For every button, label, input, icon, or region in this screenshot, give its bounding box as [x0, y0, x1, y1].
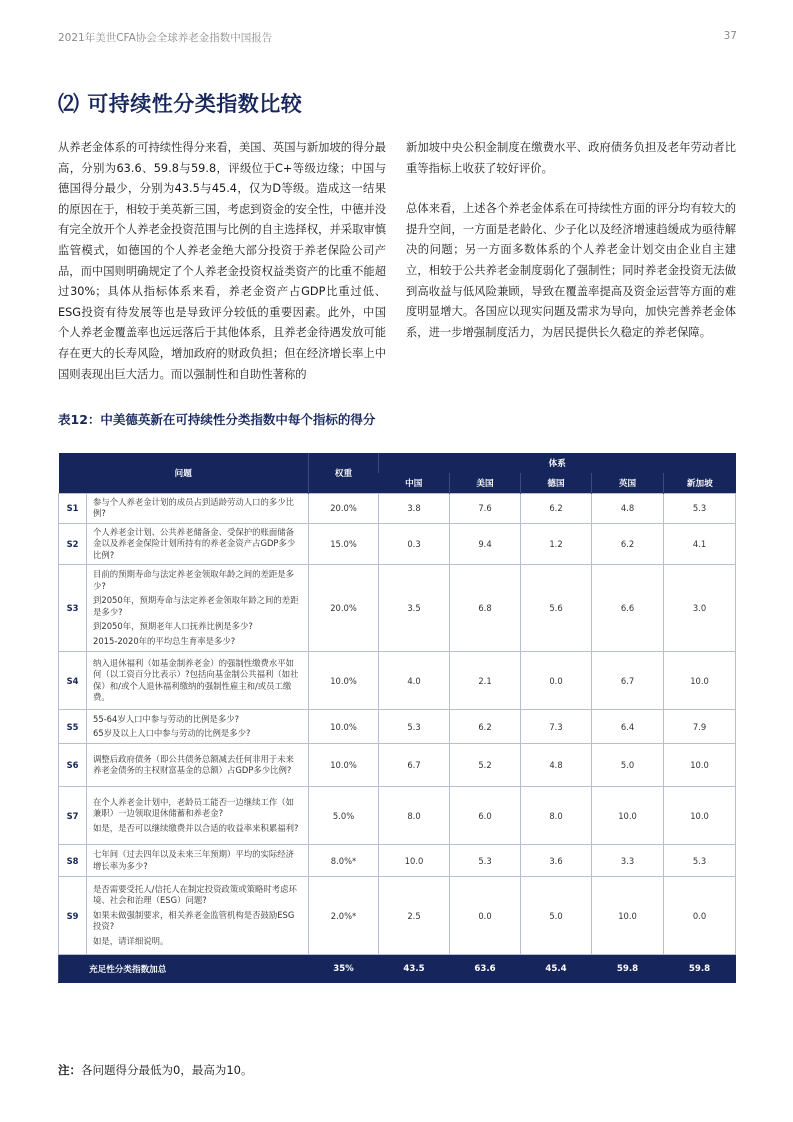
- row-question: [87, 710, 309, 744]
- question-line: 如是，请详细说明。: [93, 935, 169, 946]
- row-weight: 5.0%: [309, 787, 379, 845]
- score-cell: 6.2: [521, 493, 592, 523]
- score-cell: 4.8: [592, 493, 664, 523]
- score-cell: 7.9: [664, 710, 736, 744]
- row-question: [87, 787, 309, 845]
- row-code: S2: [59, 523, 87, 565]
- total-score: 63.6: [450, 955, 521, 983]
- score-cell: 4.1: [664, 523, 736, 565]
- row-code: S9: [59, 877, 87, 955]
- page-header: [58, 30, 737, 45]
- row-code: S5: [59, 710, 87, 744]
- question-line: 到2050年，预期寿命与法定养老金领取年龄之间的差距是多少?: [93, 595, 299, 617]
- table-row: [59, 787, 736, 845]
- row-question: [87, 493, 309, 523]
- question-line: 调整后政府债务（即公共债务总额减去任何非用于未来养老金债务的主权财富基金的总额）占GDP多少比例?: [93, 753, 294, 775]
- question-line: 65岁及以上人口中参与劳动的比例是多少?: [93, 728, 251, 738]
- score-cell: 0.0: [664, 877, 736, 955]
- page-number: 37: [723, 30, 737, 42]
- score-cell: 6.8: [450, 565, 521, 652]
- score-cell: 6.6: [592, 565, 664, 652]
- score-cell: 1.2: [521, 523, 592, 565]
- row-question: [87, 652, 309, 710]
- row-question: [87, 845, 309, 877]
- score-cell: 5.3: [664, 493, 736, 523]
- total-score: 43.5: [379, 955, 450, 983]
- header-country-germany: 德国: [521, 473, 592, 493]
- row-question: [87, 744, 309, 787]
- total-score: 59.8: [664, 955, 736, 983]
- row-code: S7: [59, 787, 87, 845]
- question-line: 如果未做强制要求，相关养老金监管机构是否鼓励ESG投资?: [93, 909, 295, 932]
- question-line: 2015-2020年的平均总生育率是多少?: [93, 635, 236, 646]
- table-row: [59, 652, 736, 710]
- score-cell: 3.5: [379, 565, 450, 652]
- row-weight: 10.0%: [309, 744, 379, 787]
- row-question: [87, 877, 309, 955]
- score-cell: 6.2: [592, 523, 664, 565]
- question-line: 个人养老金计划、公共养老储备金、受保护的账面储备金以及养老金保险计划所持有的养老金资产占GDP多少比例?: [93, 526, 296, 560]
- table-row: [59, 523, 736, 565]
- score-cell: 4.0: [379, 652, 450, 710]
- right-column: [406, 138, 736, 343]
- question-line: 是否需要受托人/信托人在制定投资政策或策略时考虑环境、社会和治理（ESG）问题?: [93, 883, 297, 906]
- total-score: 45.4: [521, 955, 592, 983]
- score-cell: 0.0: [450, 877, 521, 955]
- right-paragraph-2: 总体来看，上述各个养老金体系在可持续性方面的评分均有较大的提升空间，一方面是老龄化、少子化以及经济增速趋缓成为亟待解决的问题；另一方面多数体系的个人养老金计划交由企业自主建立，相较于公共养老金制度弱化了强制性；同时养老金投资无法做到高收益与低风险兼顾，导致在覆盖率提高及资金运营等方面的难度明显增大。各国应以现实问题及需求为导向，加快完善养老金体系，进一步增强制度活力，为居民提供长久稳定的养老保障。: [406, 202, 736, 339]
- score-cell: 7.6: [450, 493, 521, 523]
- report-title: 2021年美世CFA协会全球养老金指数中国报告: [58, 32, 273, 44]
- total-score: 59.8: [592, 955, 664, 983]
- score-cell: 6.4: [592, 710, 664, 744]
- header-country-usa: 美国: [450, 473, 521, 493]
- header-country-singapore: 新加坡: [664, 473, 736, 493]
- row-weight: 10.0%: [309, 710, 379, 744]
- right-paragraph-1: 新加坡中央公积金制度在缴费水平、政府债务负担及老年劳动者比重等指标上收获了较好评价。: [406, 141, 736, 175]
- header-country-china: 中国: [379, 473, 450, 493]
- score-cell: 5.0: [592, 744, 664, 787]
- table-row: [59, 565, 736, 652]
- row-weight: 20.0%: [309, 493, 379, 523]
- question-line: 参与个人养老金计划的成员占到适龄劳动人口的多少比例?: [93, 496, 294, 518]
- score-cell: 3.8: [379, 493, 450, 523]
- score-cell: 10.0: [664, 652, 736, 710]
- note-label: 注：: [58, 1063, 81, 1077]
- question-line: 55-64岁人口中参与劳动的比例是多少?: [93, 713, 240, 724]
- table-body: [59, 493, 736, 983]
- header-country-uk: 英国: [592, 473, 664, 493]
- score-cell: 2.5: [379, 877, 450, 955]
- question-line: 到2050年，预期老年人口抚养比例是多少?: [93, 621, 253, 631]
- score-cell: 10.0: [592, 877, 664, 955]
- score-cell: 10.0: [592, 787, 664, 845]
- note-text: 各问题得分最低为0，最高为10。: [81, 1063, 253, 1077]
- table-row: [59, 744, 736, 787]
- row-code: S1: [59, 493, 87, 523]
- question-line: 目前的预期寿命与法定养老金领取年龄之间的差距是多少?: [93, 569, 294, 591]
- score-cell: 5.3: [450, 845, 521, 877]
- score-cell: 3.3: [592, 845, 664, 877]
- score-cell: 8.0: [521, 787, 592, 845]
- row-code: S8: [59, 845, 87, 877]
- left-column: [58, 138, 386, 385]
- total-label: 充足性分类指数加总: [59, 955, 309, 983]
- score-cell: 0.3: [379, 523, 450, 565]
- row-weight: 15.0%: [309, 523, 379, 565]
- row-weight: 2.0%*: [309, 877, 379, 955]
- row-weight: 10.0%: [309, 652, 379, 710]
- score-cell: 3.0: [664, 565, 736, 652]
- row-question: [87, 565, 309, 652]
- score-cell: 6.2: [450, 710, 521, 744]
- score-cell: 4.8: [521, 744, 592, 787]
- table-row: [59, 493, 736, 523]
- score-cell: 10.0: [664, 744, 736, 787]
- score-cell: 9.4: [450, 523, 521, 565]
- question-line: 在个人养老金计划中，老龄员工能否一边继续工作（如兼职）一边领取退休储蓄和养老金?: [93, 796, 294, 819]
- score-cell: 5.0: [521, 877, 592, 955]
- row-code: S4: [59, 652, 87, 710]
- header-system: 体系: [379, 453, 736, 473]
- row-question: [87, 523, 309, 565]
- score-cell: 2.1: [450, 652, 521, 710]
- score-cell: 5.6: [521, 565, 592, 652]
- score-cell: 8.0: [379, 787, 450, 845]
- total-row: [59, 955, 736, 983]
- row-code: S6: [59, 744, 87, 787]
- row-weight: 8.0%*: [309, 845, 379, 877]
- question-line: 如是，是否可以继续缴费并以合适的收益率来积累福利?: [93, 822, 299, 833]
- section-title: ⑵ 可持续性分类指数比较: [58, 92, 303, 116]
- left-paragraph: 从养老金体系的可持续性得分来看，美国、英国与新加坡的得分最高，分别为63.6、59.8与59.8，评级位于C+等级边缘；中国与德国得分最少，分别为43.5与45.4，仅为D等级。造成这一结果的原因在于，相较于美英新三国，考虑到资金的安全性，中德并没有完全放开个人养老金投资范围与比例的自主选择权，并采取审慎监管模式，如德国的个人养老金绝大部分投资于养老保险公司产品，而中国则明确规定了个人养老金投资权益类资产的比重不能超过30%；具体从指标体系来看，养老金资产占GDP比重过低、ESG投资有待发展等也是导致评分较低的重要因素。此外，中国个人养老金覆盖率也远远落后于其他体系，且养老金待遇发放可能存在更大的长寿风险，增加政府的财政负担；但在经济增长率上中国则表现出巨大活力。而以强制性和自助性著称的: [58, 141, 386, 381]
- scores-table: [58, 453, 736, 983]
- table-note: [58, 1062, 252, 1078]
- question-line: 纳入退休福利（如基金制养老金）的强制性缴费水平如何（以工资百分比表示）?包括向基金制公共福利（如社保）和/或个人退休福利缴纳的强制性雇主和/或员工缴费。: [93, 657, 299, 702]
- header-question: 问题: [59, 453, 309, 493]
- score-cell: 6.0: [450, 787, 521, 845]
- row-code: S3: [59, 565, 87, 652]
- table-row: [59, 710, 736, 744]
- score-cell: 5.3: [379, 710, 450, 744]
- score-cell: 0.0: [521, 652, 592, 710]
- row-weight: 20.0%: [309, 565, 379, 652]
- score-cell: 6.7: [379, 744, 450, 787]
- total-weight: 35%: [309, 955, 379, 983]
- table-row: [59, 845, 736, 877]
- question-line: 七年间（过去四年以及未来三年预期）平均的实际经济增长率为多少?: [93, 849, 294, 871]
- score-cell: 6.7: [592, 652, 664, 710]
- table-row: [59, 877, 736, 955]
- table-caption: 表12：中美德英新在可持续性分类指数中每个指标的得分: [58, 412, 376, 427]
- score-cell: 10.0: [664, 787, 736, 845]
- score-cell: 5.2: [450, 744, 521, 787]
- score-cell: 10.0: [379, 845, 450, 877]
- score-cell: 3.6: [521, 845, 592, 877]
- header-weight: 权重: [309, 453, 379, 493]
- score-cell: 5.3: [664, 845, 736, 877]
- score-cell: 7.3: [521, 710, 592, 744]
